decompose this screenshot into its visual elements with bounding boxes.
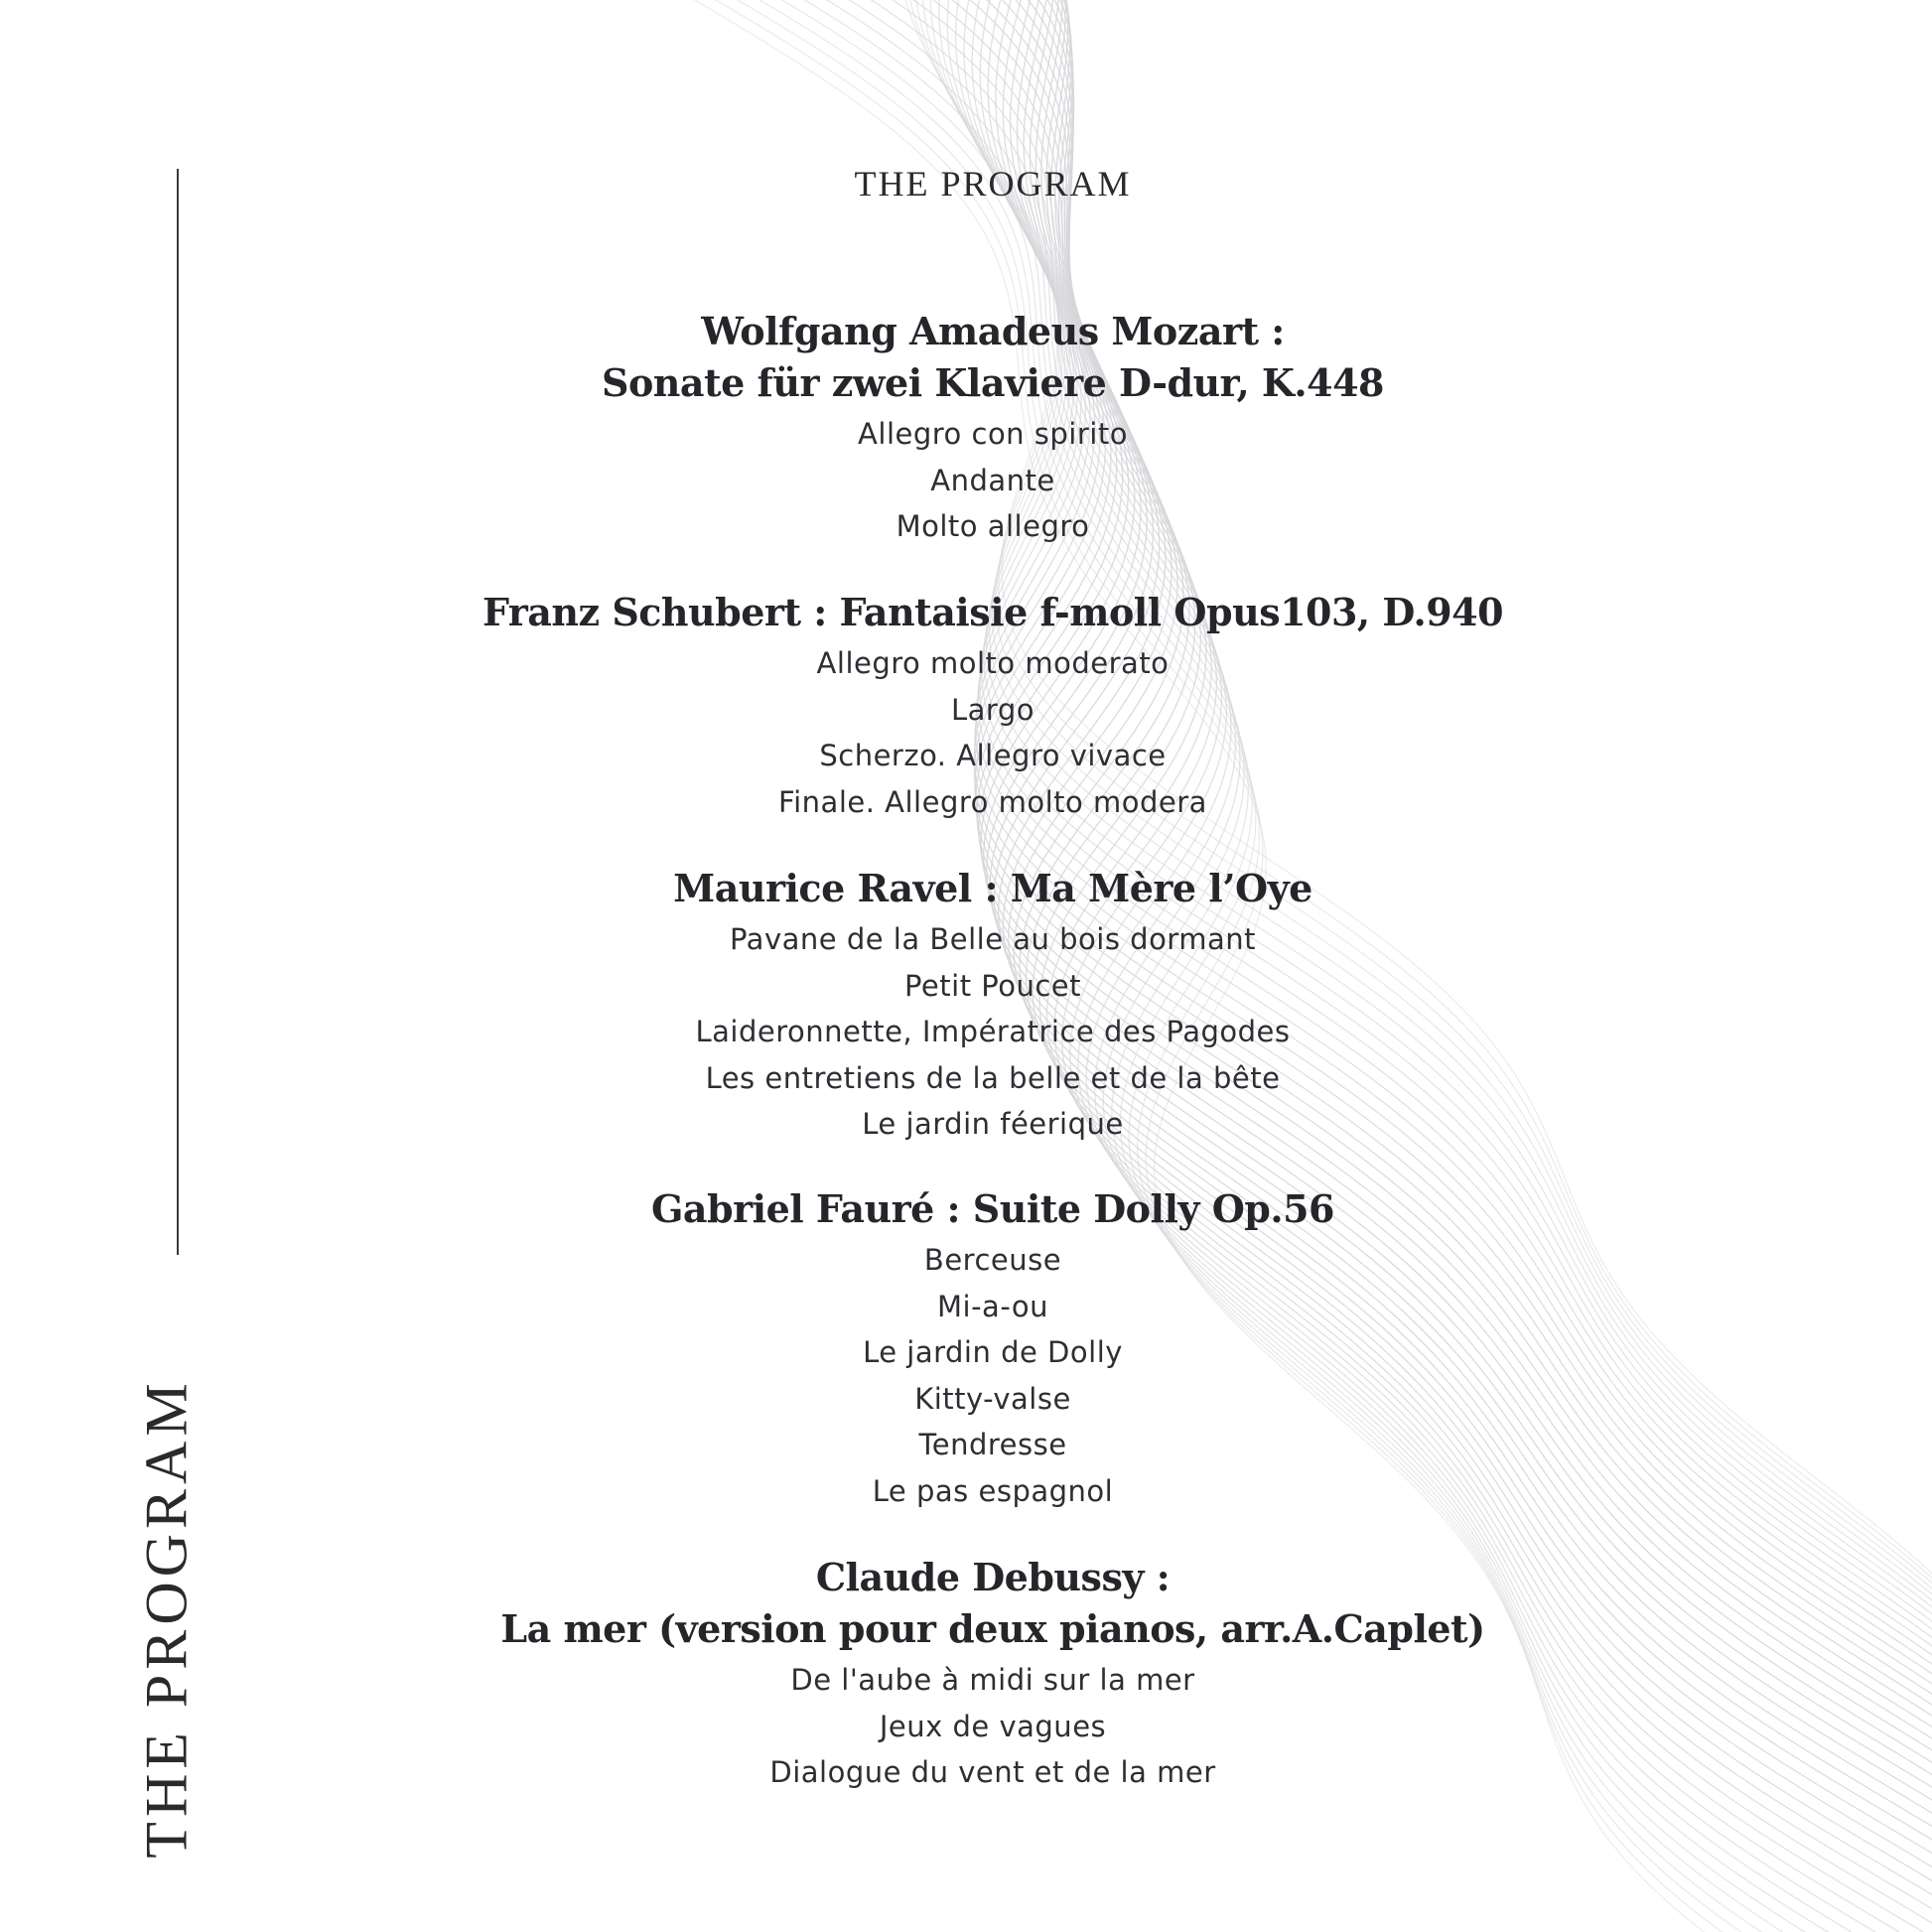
work-mozart [397,306,1588,550]
movement-item: Laideronnette, Impératrice des Pagodes [695,1015,1291,1048]
work-title-line: Franz Schubert : Fantaisie f-moll Opus103, D.940 [482,590,1504,634]
movement-item: Berceuse [923,1243,1062,1277]
movement-item: Le jardin de Dolly [863,1335,1123,1369]
movement-list [397,916,1588,1148]
work-title [397,306,1588,409]
work-title-line: Maurice Ravel : Ma Mère l’Oye [673,866,1312,910]
movement-item: De l'aube à midi sur la mer [790,1663,1195,1697]
movement-item: Molto allegro [896,509,1090,543]
movement-item: Tendresse [918,1428,1067,1461]
work-debussy [397,1552,1588,1796]
work-faure [397,1183,1588,1514]
movement-item: Jeux de vagues [879,1709,1107,1743]
movement-list [397,1237,1588,1514]
movement-list [397,411,1588,550]
work-title-line: La mer (version pour deux pianos, arr.A.Caplet) [500,1606,1485,1651]
movement-item: Largo [951,692,1035,727]
movement-item: Le jardin féerique [862,1107,1124,1141]
movement-item: Kitty-valse [914,1381,1071,1416]
work-title-line: Claude Debussy : [815,1555,1171,1599]
movement-item: Scherzo. Allegro vivace [819,739,1167,772]
movement-item: Les entretiens de la belle et de la bête [705,1060,1281,1095]
movement-item: Petit Poucet [903,968,1082,1003]
side-vertical-rule [177,169,179,1255]
movement-item: Allegro molto moderato [816,646,1170,680]
movement-item: Allegro con spirito [858,417,1128,451]
movement-list [397,640,1588,825]
work-title-line: Sonate für zwei Klaviere D-dur, K.448 [602,360,1384,405]
work-title [397,587,1588,638]
movement-item: Le pas espagnol [872,1473,1114,1508]
movement-list [397,1657,1588,1796]
movement-item: Finale. Allegro molto modera [778,784,1207,819]
work-ravel [397,863,1588,1148]
work-title [397,1552,1588,1655]
movement-item: Andante [930,463,1055,497]
work-schubert [397,587,1588,825]
page-title: THE PROGRAM [854,164,1132,204]
side-title: THE PROGRAM [133,1378,200,1859]
movement-item: Dialogue du vent et de la mer [769,1755,1216,1789]
work-title [397,1183,1588,1235]
work-title-line: Wolfgang Amadeus Mozart : [701,309,1285,353]
movement-item: Mi-a-ou [937,1289,1048,1323]
work-title [397,863,1588,914]
movement-item: Pavane de la Belle au bois dormant [730,922,1256,956]
work-title-line: Gabriel Fauré : Suite Dolly Op.56 [650,1186,1334,1231]
